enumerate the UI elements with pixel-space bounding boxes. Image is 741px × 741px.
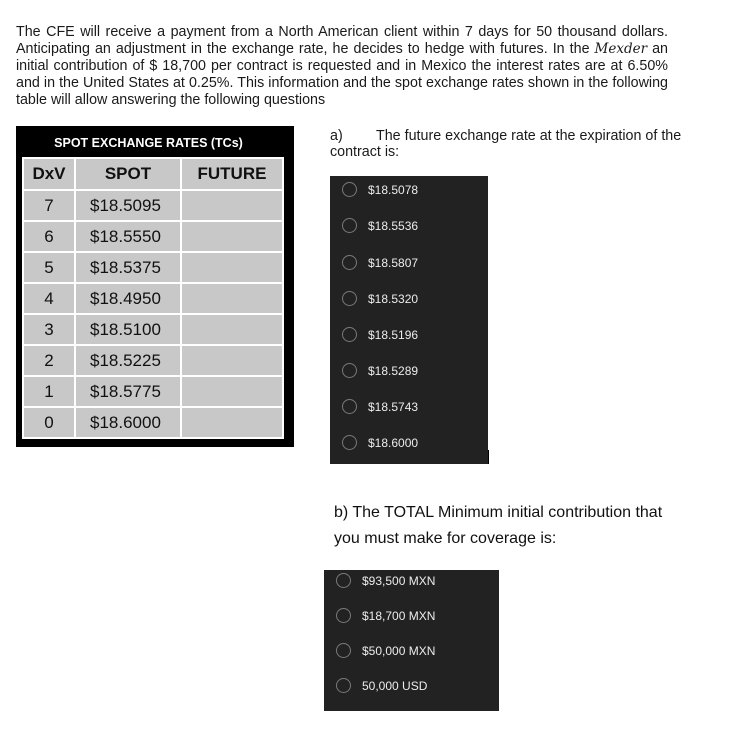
radio-button[interactable] <box>342 399 357 414</box>
cell-future <box>181 407 283 438</box>
spot-rates-table <box>22 157 284 439</box>
cell-future <box>181 345 283 376</box>
option-label: $18.5196 <box>368 327 419 342</box>
option-label: $18.5289 <box>368 363 419 378</box>
table-row <box>23 345 283 376</box>
question-a-number: a) <box>330 128 343 144</box>
table-header-row <box>23 158 283 190</box>
table-row <box>23 283 283 314</box>
option-a-5[interactable] <box>342 327 418 342</box>
cell-future <box>181 314 283 345</box>
option-a-1[interactable] <box>342 182 418 197</box>
cell-future <box>181 252 283 283</box>
radio-button[interactable] <box>342 255 357 270</box>
table-row <box>23 407 283 438</box>
problem-statement <box>16 24 668 109</box>
option-b-1[interactable] <box>336 573 435 588</box>
intro-part1: The CFE will receive a payment from a North American client within 7 days for 50 thousand dollars. Anticipating an adjustment in the exchange rate, he decides to hedge with futures. In the <box>16 24 668 57</box>
cell-future <box>181 283 283 314</box>
option-b-4[interactable] <box>336 678 427 693</box>
radio-button[interactable] <box>342 327 357 342</box>
radio-button[interactable] <box>342 291 357 306</box>
cell-spot: $18.6000 <box>75 407 181 438</box>
option-label: $18.5536 <box>368 218 419 233</box>
cell-dxv: 3 <box>23 314 75 345</box>
radio-button[interactable] <box>342 182 357 197</box>
cell-future <box>181 376 283 407</box>
mexder-term: Mexder <box>594 40 648 57</box>
option-a-2[interactable] <box>342 218 418 233</box>
option-a-4[interactable] <box>342 291 418 306</box>
question-b: b) The TOTAL Minimum initial contribution that you must make for coverage is: <box>334 504 663 547</box>
cell-future <box>181 221 283 252</box>
cell-dxv: 2 <box>23 345 75 376</box>
option-label: $18.5807 <box>368 255 419 270</box>
option-a-3[interactable] <box>342 255 418 270</box>
option-label: $18.5743 <box>368 399 419 414</box>
cell-spot: $18.4950 <box>75 283 181 314</box>
question-a <box>330 128 700 160</box>
option-b-3[interactable] <box>336 643 435 658</box>
header-dxv: DxV <box>23 158 75 190</box>
table-row <box>23 314 283 345</box>
option-label: $50,000 MXN <box>362 643 436 658</box>
cell-spot: $18.5095 <box>75 190 181 221</box>
radio-button[interactable] <box>336 573 351 588</box>
cell-spot: $18.5375 <box>75 252 181 283</box>
option-label: 50,000 USD <box>362 678 428 693</box>
cell-dxv: 4 <box>23 283 75 314</box>
question-a-text: The future exchange rate at the expiration of the contract is: <box>330 128 682 160</box>
option-label: $93,500 MXN <box>362 573 436 588</box>
cell-dxv: 0 <box>23 407 75 438</box>
radio-button[interactable] <box>336 643 351 658</box>
radio-button[interactable] <box>342 363 357 378</box>
header-spot: SPOT <box>75 158 181 190</box>
cell-spot: $18.5100 <box>75 314 181 345</box>
rates-table-title: SPOT EXCHANGE RATES (TCs) <box>54 136 243 150</box>
cell-spot: $18.5225 <box>75 345 181 376</box>
table-row <box>23 190 283 221</box>
radio-button[interactable] <box>342 435 357 450</box>
option-label: $18.6000 <box>368 435 419 450</box>
table-row <box>23 376 283 407</box>
option-a-8[interactable] <box>342 435 418 450</box>
text-cursor <box>488 450 489 464</box>
table-row <box>23 252 283 283</box>
cell-spot: $18.5550 <box>75 221 181 252</box>
question-b-options <box>324 570 499 711</box>
option-label: $18.5320 <box>368 291 419 306</box>
radio-button[interactable] <box>336 678 351 693</box>
cell-future <box>181 190 283 221</box>
table-row <box>23 221 283 252</box>
cell-spot: $18.5775 <box>75 376 181 407</box>
option-label: $18.5078 <box>368 182 419 197</box>
cell-dxv: 1 <box>23 376 75 407</box>
header-future: FUTURE <box>181 158 283 190</box>
intro-part2: an initial contribution of $ 18,700 per contract is requested and in Mexico the interest rates are at 6.50% and in the United States at 0.25%. This information and the spot exchange rates shown in the following table will allow answering the following questions <box>16 40 668 108</box>
cell-dxv: 6 <box>23 221 75 252</box>
option-label: $18,700 MXN <box>362 608 436 623</box>
option-a-7[interactable] <box>342 399 418 414</box>
cell-dxv: 7 <box>23 190 75 221</box>
option-b-2[interactable] <box>336 608 435 623</box>
radio-button[interactable] <box>342 218 357 233</box>
option-a-6[interactable] <box>342 363 418 378</box>
cell-dxv: 5 <box>23 252 75 283</box>
radio-button[interactable] <box>336 608 351 623</box>
question-a-options <box>330 176 488 464</box>
